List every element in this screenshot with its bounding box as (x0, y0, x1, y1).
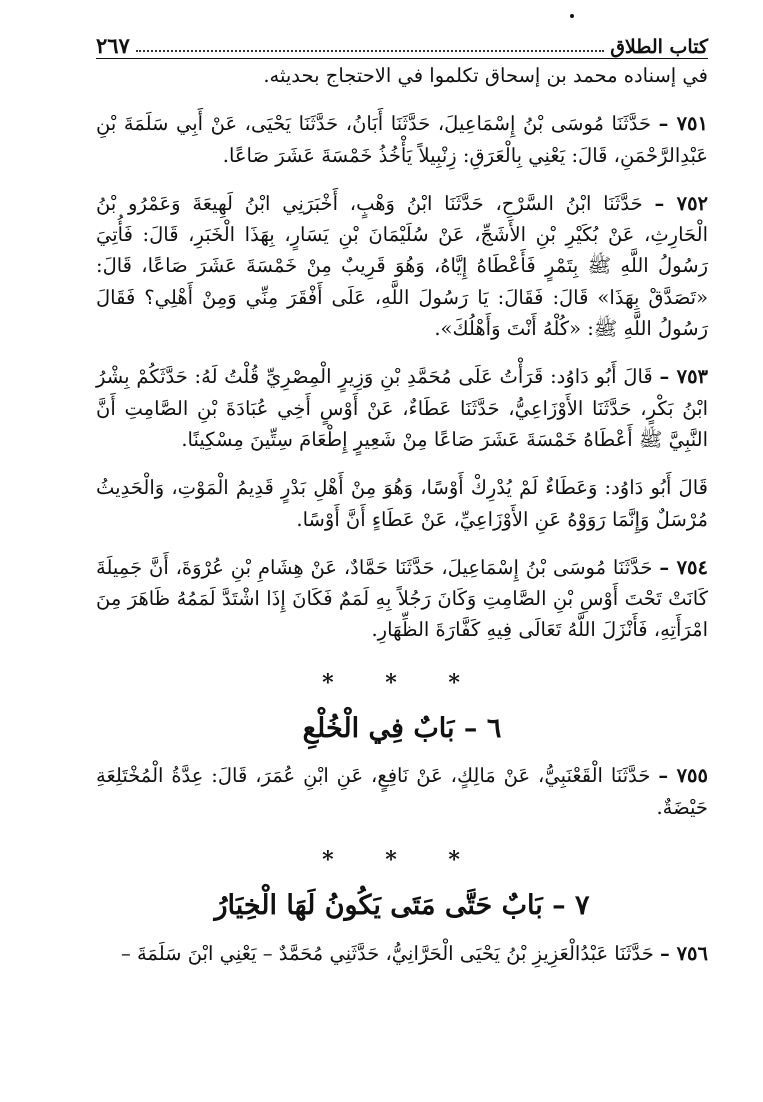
paragraph-continuation: في إسناده محمد بن إسحاق تكلموا في الاحتجاج بحديثه. (263, 64, 708, 87)
hadith-751 (96, 108, 708, 171)
hadith-text: حَدَّثَنَا الْقَعْنَبِيُّ، عَنْ مَالِكٍ، عَنْ نَافِعٍ، عَنِ ابْنِ عُمَرَ، قَالَ: عِدَّةُ الْمُخْتَلِعَةِ حَيْضَةٌ. (96, 764, 708, 819)
hadith-753 (96, 361, 708, 455)
section-separator: * * * (322, 846, 482, 873)
hadith-756 (96, 938, 708, 969)
hadith-number: ٧٥٢ – (654, 191, 709, 215)
abu-dawud-note: قَالَ أَبُو دَاوُد: وَعَطَاءٌ لَمْ يُدْرِكْ أَوْسًا، وَهُوَ مِنْ أَهْلِ بَدْرٍ قَدِيمُ الْمَوْتِ، وَالْحَدِيثُ مُرْسَلٌ وَإِنَّمَا رَوَوْهُ عَنِ الأَوْزَاعِيِّ، عَنْ عَطَاءٍ أَنَّ أَوْسًا. (96, 476, 708, 531)
page-number: ٢٦٧ (96, 33, 130, 58)
body-text (96, 60, 708, 969)
running-header (96, 30, 708, 59)
hadith-number: ٧٥١ – (658, 112, 708, 136)
hadith-number: ٧٥٤ – (659, 555, 708, 579)
section-separator: * * * (322, 669, 482, 696)
hadith-number: ٧٥٥ – (658, 764, 708, 788)
hadith-755 (96, 760, 708, 823)
leader-dots (136, 50, 604, 52)
hadith-number: ٧٥٣ – (659, 365, 709, 389)
chapter-heading-6: ٦ – بَابٌ فِي الْخُلْعِ (302, 713, 502, 745)
hadith-754 (96, 552, 708, 646)
chapter-heading-7: ٧ – بَابٌ حَتَّى مَتَى يَكُونُ لَهَا الْخِيَارُ (214, 890, 590, 922)
hadith-text: قَالَ أَبُو دَاوُد: قَرَأْتُ عَلَى مُحَمَّدِ بْنِ وَزِيرٍ الْمِصْرِيِّ قُلْتُ لَهُ: حَدَّثَكُمْ بِشْرُ ابْنُ بَكْرٍ، حَدَّثَنَا الأَوْزَاعِيُّ، حَدَّثَنَا عَطَاءٌ، عَنْ أَوْسٍ أَخِي عُبَادَةَ بْنِ الصَّامِتِ أَنَّ النَّبِيَّ ﷺ أَعْطَاهُ خَمْسَةَ عَشَرَ صَاعًا مِنْ شَعِيرٍ إِطْعَامَ سِتِّينَ مِسْكِينًا. (96, 365, 708, 451)
hadith-text: حَدَّثَنَا مُوسَى بْنُ إِسْمَاعِيلَ، حَدَّثَنَا أَبَانُ، حَدَّثَنَا يَحْيَى، عَنْ أَبِي سَلَمَةَ بْنِ عَبْدِالرَّحْمَنِ، قَالَ: يَعْنِي بِالْعَرَقِ: زِنْبِيلاً يَأْخُذُ خَمْسَةَ عَشَرَ صَاعًا. (96, 112, 708, 167)
hadith-text: حَدَّثَنَا ابْنُ السَّرْحِ، حَدَّثَنَا ابْنُ وَهْبٍ، أَخْبَرَنِي ابْنُ لَهِيعَةَ وَعَمْرُو بْنُ الْحَارِثِ، عَنْ بُكَيْرِ بْنِ الأَشَجِّ، عَنْ سُلَيْمَانَ بْنِ يَسَارٍ، بِهَذَا الْخَبَرِ، قَالَ: فَأُتِيَ رَسُولُ اللَّهِ ﷺ بِتَمْرٍ فَأَعْطَاهُ إِيَّاهُ، وَهُوَ قَرِيبٌ مِنْ خَمْسَةَ عَشَرَ صَاعًا، قَالَ: «تَصَدَّقْ بِهَذَا» قَالَ: فَقَالَ: يَا رَسُولَ اللَّهِ، عَلَى أَفْقَرَ مِنِّي وَمِنْ أَهْلِي؟ فَقَالَ رَسُولُ اللَّهِ ﷺ: «كُلْهُ أَنْتَ وَأَهْلُكَ». (96, 191, 708, 341)
print-mark (570, 14, 574, 18)
hadith-text: حَدَّثَنَا مُوسَى بْنُ إِسْمَاعِيلَ، حَدَّثَنَا حَمَّادٌ، عَنْ هِشَامِ بْنِ عُرْوَةَ، أَنَّ جَمِيلَةَ كَانَتْ تَحْتَ أَوْسِ بْنِ الصَّامِتِ وَكَانَ رَجُلاً بِهِ لَمَمٌ فَكَانَ إِذَا اشْتَدَّ لَمَمُهُ ظَاهَرَ مِنَ امْرَأَتِهِ، فَأَنْزَلَ اللَّهُ تَعَالَى فِيهِ كَفَّارَةَ الظِّهَارِ. (96, 555, 708, 642)
book-title: كتاب الطلاق (610, 36, 708, 58)
hadith-752 (96, 188, 708, 344)
hadith-number: ٧٥٦ – (660, 941, 708, 965)
hadith-text: حَدَّثَنَا عَبْدُالْعَزِيزِ بْنُ يَحْيَى الْحَرَّانِيُّ، حَدَّثَنِي مُحَمَّدٌ – يَعْنِي ابْنَ سَلَمَةَ – (121, 941, 654, 965)
